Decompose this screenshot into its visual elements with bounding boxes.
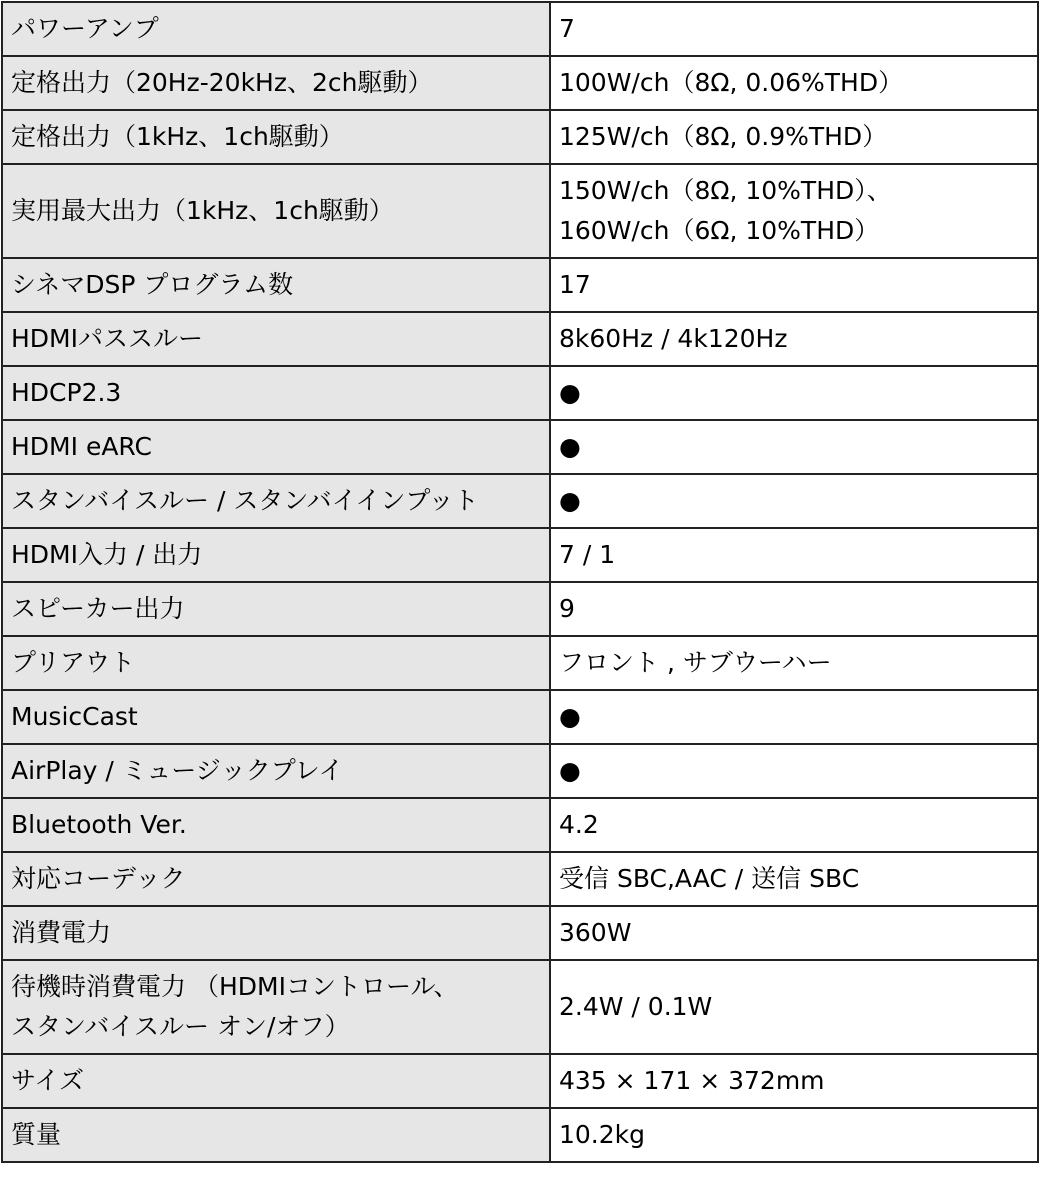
spec-row-standby-power: [2, 960, 1038, 1054]
spec-value: [550, 420, 1038, 474]
spec-value: 2.4W / 0.1W: [550, 960, 1038, 1054]
spec-row-hdmi-io: [2, 528, 1038, 582]
spec-row-pre-out: [2, 636, 1038, 690]
spec-value: 17: [550, 258, 1038, 312]
supported-dot-icon: ●: [559, 378, 581, 407]
spec-label: HDMIパススルー: [2, 312, 550, 366]
spec-row-dsp-programs: [2, 258, 1038, 312]
spec-value: 435 × 171 × 372mm: [550, 1054, 1038, 1108]
spec-value: 100W/ch（8Ω, 0.06%THD）: [550, 56, 1038, 110]
spec-label: HDCP2.3: [2, 366, 550, 420]
spec-row-codecs: [2, 852, 1038, 906]
spec-value: 150W/ch（8Ω, 10%THD）、 160W/ch（6Ω, 10%THD）: [550, 164, 1038, 258]
spec-label: 質量: [2, 1108, 550, 1162]
spec-value: 4.2: [550, 798, 1038, 852]
spec-value: [550, 690, 1038, 744]
supported-dot-icon: ●: [559, 432, 581, 461]
spec-value: [550, 744, 1038, 798]
spec-label: シネマDSP プログラム数: [2, 258, 550, 312]
spec-label: 実用最大出力（1kHz、1ch駆動）: [2, 164, 550, 258]
spec-value: [550, 366, 1038, 420]
spec-value: 7 / 1: [550, 528, 1038, 582]
spec-label: HDMI eARC: [2, 420, 550, 474]
spec-value: [550, 474, 1038, 528]
spec-label: 待機時消費電力 （HDMIコントロール、 スタンバイスルー オン/オフ）: [2, 960, 550, 1054]
spec-label: 消費電力: [2, 906, 550, 960]
spec-row-size: [2, 1054, 1038, 1108]
spec-row-hdcp: [2, 366, 1038, 420]
spec-label: スピーカー出力: [2, 582, 550, 636]
spec-value: 360W: [550, 906, 1038, 960]
spec-row-speaker-outputs: [2, 582, 1038, 636]
spec-label: プリアウト: [2, 636, 550, 690]
spec-value: フロント , サブウーハー: [550, 636, 1038, 690]
spec-value: 9: [550, 582, 1038, 636]
spec-label: 対応コーデック: [2, 852, 550, 906]
spec-row-power-amp: [2, 2, 1038, 56]
spec-table: [1, 1, 1039, 1163]
spec-label: MusicCast: [2, 690, 550, 744]
spec-label: AirPlay / ミュージックプレイ: [2, 744, 550, 798]
spec-row-rated-output-1ch: [2, 110, 1038, 164]
spec-value: 125W/ch（8Ω, 0.9%THD）: [550, 110, 1038, 164]
spec-row-rated-output-2ch: [2, 56, 1038, 110]
spec-label: 定格出力（1kHz、1ch駆動）: [2, 110, 550, 164]
supported-dot-icon: ●: [559, 702, 581, 731]
spec-label: HDMI入力 / 出力: [2, 528, 550, 582]
spec-row-hdmi-passthrough: [2, 312, 1038, 366]
spec-value: 8k60Hz / 4k120Hz: [550, 312, 1038, 366]
spec-value: 7: [550, 2, 1038, 56]
spec-row-earc: [2, 420, 1038, 474]
spec-label: サイズ: [2, 1054, 550, 1108]
spec-row-bluetooth: [2, 798, 1038, 852]
spec-row-max-output: [2, 164, 1038, 258]
spec-value: 10.2kg: [550, 1108, 1038, 1162]
spec-row-musiccast: [2, 690, 1038, 744]
spec-value: 受信 SBC,AAC / 送信 SBC: [550, 852, 1038, 906]
supported-dot-icon: ●: [559, 756, 581, 785]
spec-row-power-consumption: [2, 906, 1038, 960]
spec-label: パワーアンプ: [2, 2, 550, 56]
spec-row-airplay: [2, 744, 1038, 798]
spec-label: 定格出力（20Hz-20kHz、2ch駆動）: [2, 56, 550, 110]
spec-label: スタンバイスルー / スタンバイインプット: [2, 474, 550, 528]
spec-table-body: [2, 2, 1038, 1162]
spec-row-weight: [2, 1108, 1038, 1162]
spec-label: Bluetooth Ver.: [2, 798, 550, 852]
spec-row-standby-through: [2, 474, 1038, 528]
supported-dot-icon: ●: [559, 486, 581, 515]
